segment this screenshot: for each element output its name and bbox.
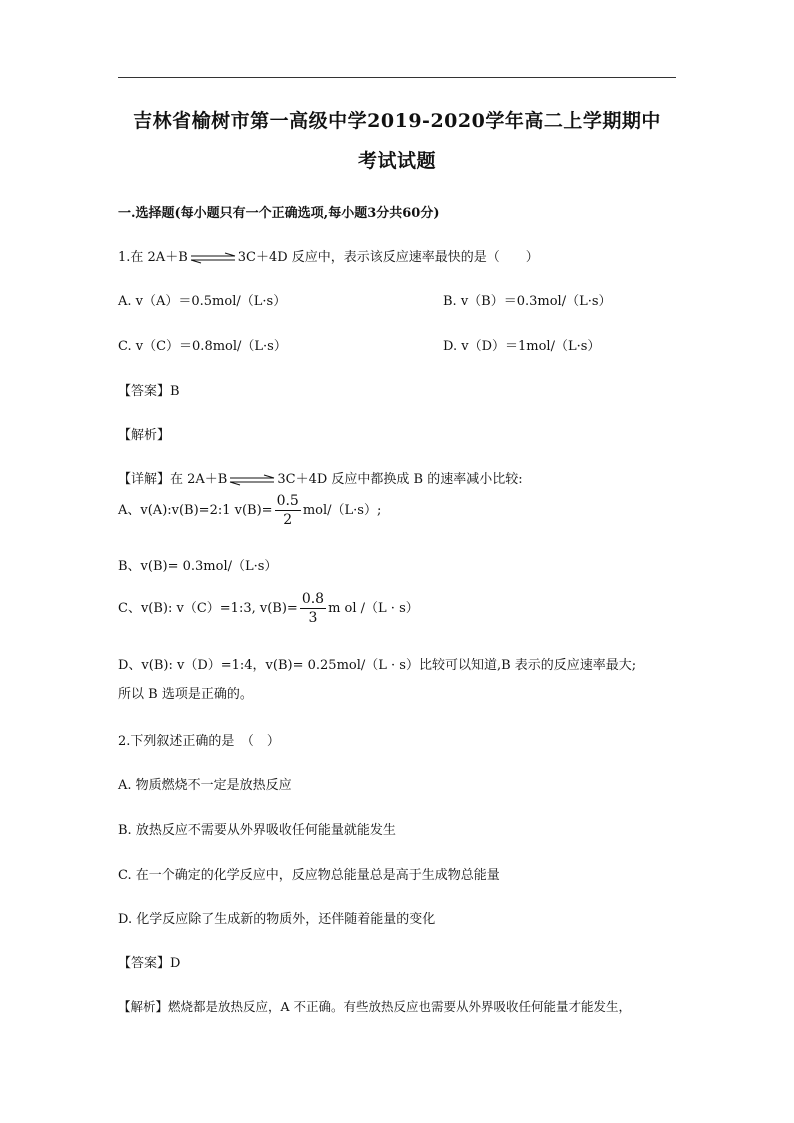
- question-2-option-a: A. 物质燃烧不一定是放热反应: [118, 778, 292, 793]
- calc-line-c: [118, 590, 419, 627]
- question-1-option-a: A. v（A）＝0.5mol/（L·s）: [118, 294, 287, 309]
- section-heading: 一.选择题(每小题只有一个正确选项,每小题3分共60分): [118, 206, 440, 221]
- calc-a-prefix: A、v(A):v(B)=2:1 v(B)=: [118, 503, 273, 518]
- equilibrium-arrow-icon: [189, 252, 237, 264]
- calc-line-a: [118, 492, 381, 529]
- calc-line-d: D、v(B): v（D）=1:4，v(B)= 0.25mol/（L · s）比较可以知道,B 表示的反应速率最大;: [118, 658, 637, 673]
- calc-c-prefix: C、v(B): v（C）=1:3, v(B)=: [118, 601, 298, 616]
- calc-a-suffix: mol/（L·s）;: [302, 503, 382, 518]
- calc-line-b: B、v(B)= 0.3mol/（L·s）: [118, 559, 278, 574]
- question-1-option-d: D. v（D）＝1mol/（L·s）: [443, 339, 601, 354]
- question-1-option-c: C. v（C）＝0.8mol/（L·s）: [118, 339, 287, 354]
- detail-prefix: 【详解】在 2A＋B: [118, 472, 228, 487]
- title-line-2: 考试试题: [357, 150, 436, 172]
- question-2-option-b: B. 放热反应不需要从外界吸收任何能量就能发生: [118, 823, 396, 838]
- question-1-stem: [118, 246, 539, 265]
- detail-suffix: 3C＋4D 反应中都换成 B 的速率减小比较:: [277, 472, 523, 487]
- fraction-a-denominator: 2: [283, 512, 293, 528]
- title-line-1: 吉林省榆树市第一高级中学2019-2020学年高二上学期期中: [133, 110, 661, 132]
- fraction-a-numerator: 0.5: [276, 493, 299, 509]
- question-2-answer: 【答案】D: [118, 956, 181, 971]
- question-1-answer: 【答案】B: [118, 384, 180, 399]
- question-1-detail: [118, 468, 523, 487]
- fraction-a: [275, 492, 301, 529]
- question-2-option-c: C. 在一个确定的化学反应中，反应物总能量总是高于生成物总能量: [118, 868, 500, 883]
- question-1-prefix: 1.在 2A＋B: [118, 250, 188, 265]
- fraction-c-denominator: 3: [308, 610, 318, 626]
- question-2-option-d: D. 化学反应除了生成新的物质外，还伴随着能量的变化: [118, 912, 436, 927]
- header-rule: [118, 77, 676, 78]
- question-1-suffix: 3C＋4D 反应中，表示该反应速率最快的是（ ）: [237, 250, 539, 265]
- question-2-analysis: 【解析】燃烧都是放热反应，A 不正确。有些放热反应也需要从外界吸收任何能量才能发生，: [118, 999, 632, 1014]
- question-1-conclusion: 所以 B 选项是正确的。: [118, 687, 253, 702]
- fraction-c-numerator: 0.8: [301, 591, 325, 607]
- fraction-c: [300, 590, 326, 627]
- calc-c-suffix: m ol /（L · s）: [328, 601, 419, 616]
- equilibrium-arrow-icon: [228, 474, 276, 486]
- question-1-analysis-label: 【解析】: [118, 428, 171, 443]
- question-2-stem: 2.下列叙述正确的是 （ ）: [118, 734, 280, 749]
- question-1-option-b: B. v（B）＝0.3mol/（L·s）: [443, 294, 612, 309]
